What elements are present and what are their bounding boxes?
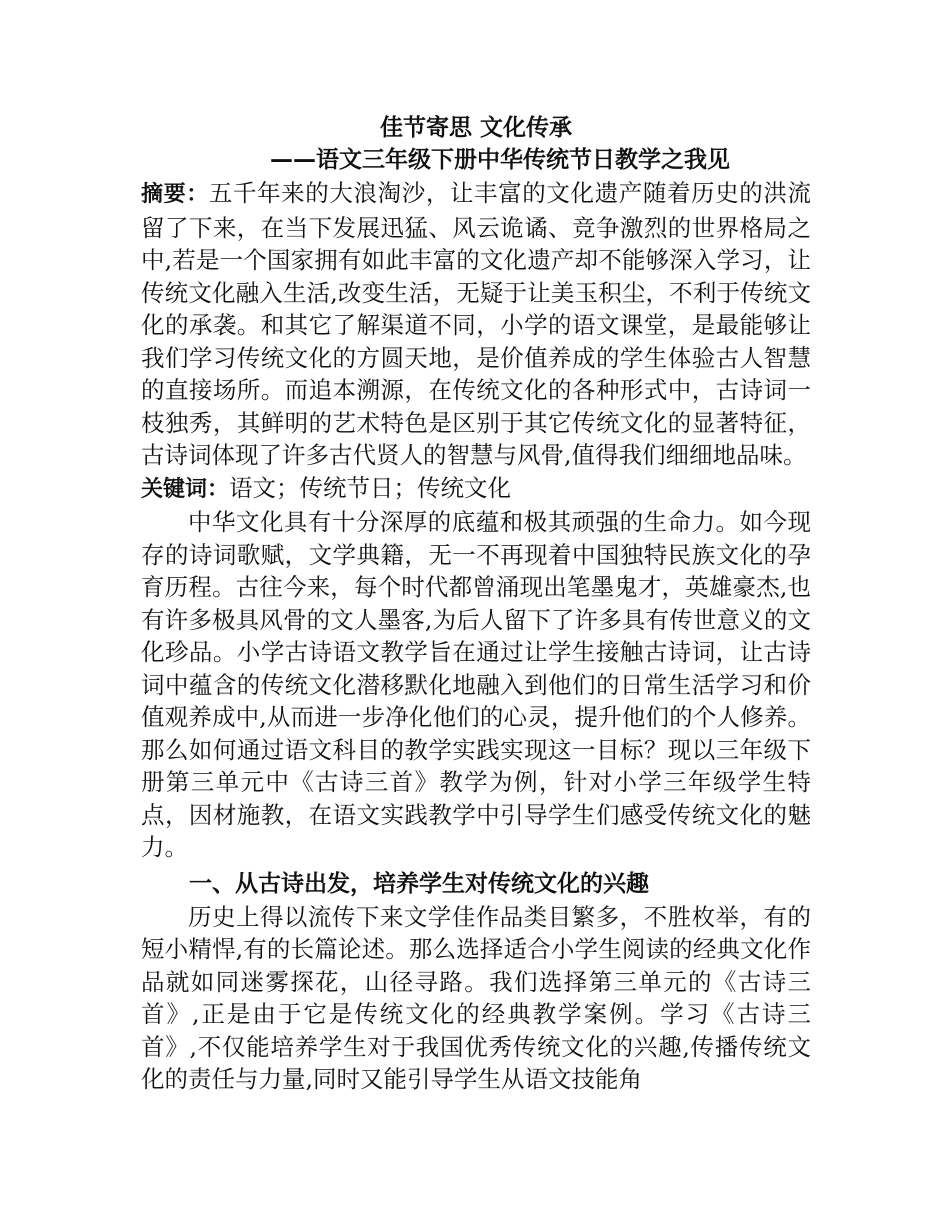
abstract-text: 五千年来的大浪淘沙，让丰富的文化遗产随着历史的洪流留了下来，在当下发展迅猛、风云诡谲、竞争激烈的世界格局之中,若是一个国家拥有如此丰富的文化遗产却不能够深入学习，让传统文化融入生活,改变生活，无疑于让美玉积尘，不利于传统文化的承袭。和其它了解渠道不同，小学的语文课堂，是最能够让我们学习传统文化的方圆天地，是价值养成的学生体验古人智慧的直接场所。而追本溯源，在传统文化的各种形式中，古诗词一枝独秀，其鲜明的艺术特色是区别于其它传统文化的显著特征，古诗词体现了许多古代贤人的智慧与风骨,值得我们细细地品味。 [141, 179, 811, 469]
section-1-paragraph: 历史上得以流传下来文学佳作品类目繁多，不胜枚举，有的短小精悍,有的长篇论述。那么选择适合小学生阅读的经典文化作品就如同迷雾探花，山径寻路。我们选择第三单元的《古诗三首》,正是由于它是传统文化的经典教学案例。学习《古诗三首》,不仅能培养学生对于我国优秀传统文化的兴趣,传播传统文化的责任与力量,同时又能引导学生从语文技能角 [141, 902, 811, 1093]
section-heading-1: 一、从古诗出发，培养学生对传统文化的兴趣 [189, 870, 649, 897]
abstract-label: 摘要： [141, 182, 209, 207]
document-title: 佳节寄思 文化传承 [379, 115, 572, 141]
abstract-paragraph [141, 177, 811, 472]
keywords-line [141, 472, 811, 507]
keywords-text: 语文；传统节日；传统文化 [229, 473, 512, 502]
intro-paragraph: 中华文化具有十分深厚的底蕴和极其顽强的生命力。如今现存的诗词歌赋，文学典籍，无一不再现着中国独特民族文化的孕育历程。古往今来，每个时代都曾涌现出笔墨鬼才，英雄豪杰,也有许多极具风骨的文人墨客,为后人留下了许多具有传世意义的文化珍品。小学古诗语文教学旨在通过让学生接触古诗词，让古诗词中蕴含的传统文化潜移默化地融入到他们的日常生活学习和价值观养成中,从而进一步净化他们的心灵，提升他们的个人修养。那么如何通过语文科目的教学实践实现这一目标？现以三年级下册第三单元中《古诗三首》教学为例，针对小学三年级学生特点，因材施教，在语文实践教学中引导学生们感受传统文化的魅力。 [141, 508, 811, 861]
document-body [141, 113, 811, 1096]
document-subtitle: ——语文三年级下册中华传统节日教学之我见 [270, 147, 730, 173]
keywords-label: 关键词： [141, 476, 230, 502]
